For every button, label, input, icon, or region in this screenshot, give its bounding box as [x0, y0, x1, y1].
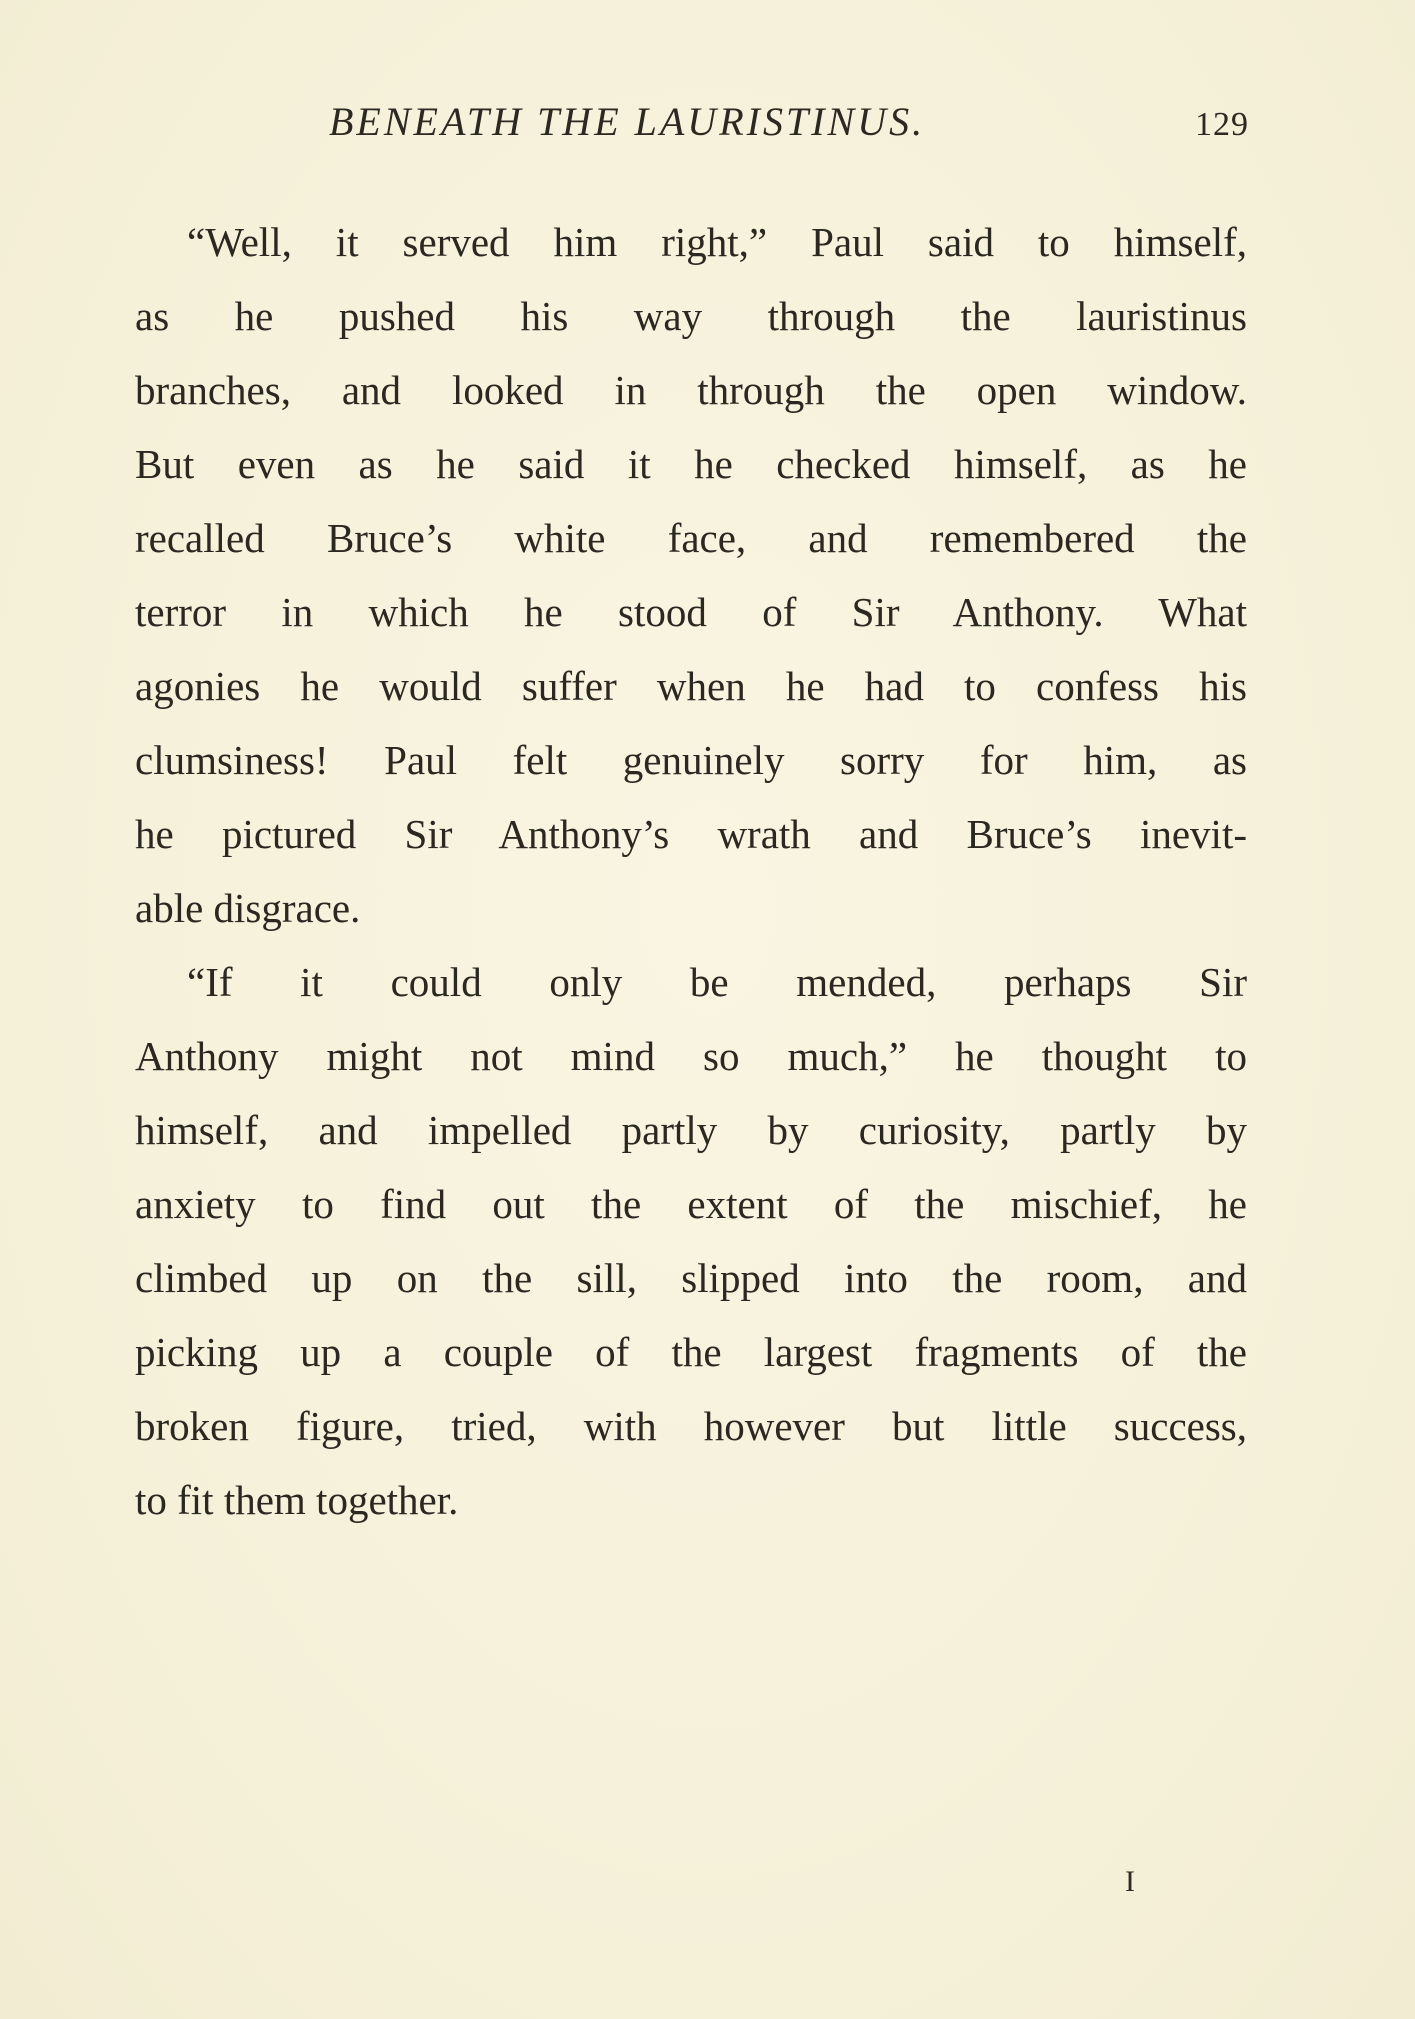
- text-line: anxiety to find out the extent of the mischief, he: [135, 1181, 1247, 1227]
- text-line: agonies he would suffer when he had to confess his: [135, 663, 1247, 709]
- running-title: BENEATH THE LAURISTINUS.: [329, 99, 926, 144]
- text-line: But even as he said it he checked himself, as he: [135, 441, 1247, 487]
- paragraph-1: [135, 205, 1247, 945]
- text-line: as he pushed his way through the lauristinus: [135, 293, 1247, 339]
- running-head: [0, 98, 1415, 148]
- page-number: 129: [1195, 106, 1249, 143]
- text-line: able disgrace.: [135, 885, 361, 931]
- text-line: climbed up on the sill, slipped into the room, and: [135, 1255, 1247, 1301]
- body-text: [135, 205, 1247, 1537]
- signature-mark: I: [1125, 1865, 1135, 1898]
- paragraph-2: [135, 945, 1247, 1537]
- text-line: terror in which he stood of Sir Anthony. What: [135, 589, 1247, 635]
- text-line: he pictured Sir Anthony’s wrath and Bruce’s inevit-: [135, 811, 1247, 857]
- text-line: “If it could only be mended, perhaps Sir: [187, 959, 1247, 1005]
- text-line: branches, and looked in through the open window.: [135, 367, 1247, 413]
- text-line: “Well, it served him right,” Paul said to himself,: [187, 219, 1247, 265]
- text-line: himself, and impelled partly by curiosity, partly by: [135, 1107, 1247, 1153]
- text-line: recalled Bruce’s white face, and remembered the: [135, 515, 1247, 561]
- text-line: picking up a couple of the largest fragments of the: [135, 1329, 1247, 1375]
- text-line: Anthony might not mind so much,” he thought to: [135, 1033, 1247, 1079]
- text-line: to fit them together.: [135, 1477, 459, 1523]
- text-line: clumsiness! Paul felt genuinely sorry for him, as: [135, 737, 1247, 783]
- text-line: broken figure, tried, with however but little success,: [135, 1403, 1247, 1449]
